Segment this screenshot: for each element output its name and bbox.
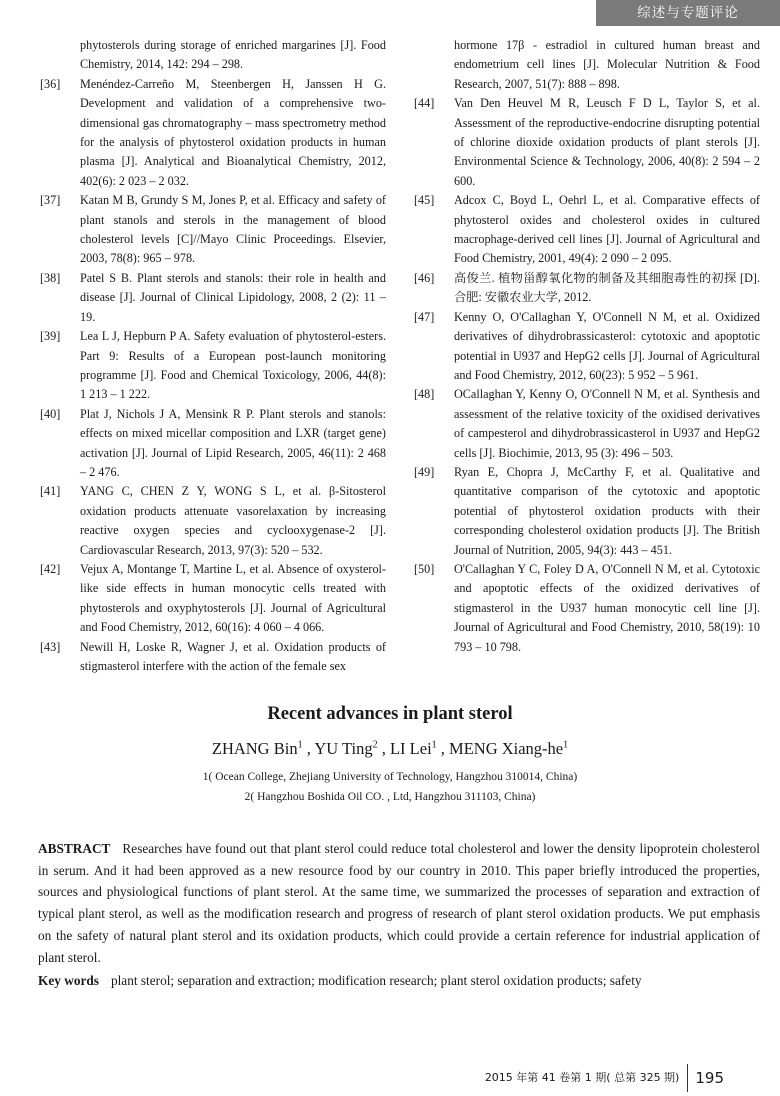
issue-info: 2015 年第 41 卷第 1 期( 总第 325 期) [484, 1071, 680, 1084]
reference-item [414, 191, 760, 269]
reference-column-left [40, 36, 386, 676]
footer-divider [687, 1064, 688, 1092]
affiliation-2: 2( Hangzhou Boshida Oil CO. , Ltd, Hangzhou 311103, China) [244, 791, 536, 803]
reference-text: O'Callaghan Y C, Foley D A, O'Connell N M, et al. Cytotoxic and apoptotic effects of the oxidized derivatives of stigmasterol in the U937 human monocytic cell line [J]. Journal of Agricultural and Food Chemistry, 2010, 58(19): 10 793 – 10 798. [454, 561, 760, 654]
reference-number: [36] [40, 76, 61, 91]
page-number: 195 [695, 1069, 724, 1087]
reference-item [40, 560, 386, 638]
reference-text: Kenny O, O'Callaghan Y, O'Connell N M, et al. Oxidized derivatives of dihydrobrassicasterol: cytotoxic and apoptotic potential in U937 and HepG2 cells [J]. Journal of Agricultural and Food Chemistry, 2012, 60(23): 5 952 – 5 961. [454, 309, 760, 382]
keywords-label: Key words [38, 973, 99, 989]
reference-item [414, 463, 760, 560]
reference-number: [41] [40, 484, 61, 499]
reference-text: YANG C, CHEN Z Y, WONG S L, et al. β-Sitosterol oxidation products attenuate vasorelaxation by increasing reactive oxygen species and cyclooxygenase-2 [J]. Cardiovascular Research, 2013, 97(3): 520 – 532. [80, 484, 386, 557]
section-tag: 综述与专题评论 [596, 0, 780, 26]
reference-number: [49] [414, 464, 435, 479]
reference-number: [43] [40, 639, 61, 654]
author-affiliation-mark: 2 [372, 739, 378, 751]
reference-item [414, 36, 760, 94]
reference-number: [44] [414, 96, 435, 111]
reference-text: 高俊兰. 植物甾醇氧化物的制备及其细胞毒性的初探 [D]. 合肥: 安徽农业大学, 2012. [454, 270, 760, 305]
abstract-paragraph [38, 838, 760, 968]
reference-list [40, 36, 760, 676]
abstract-block [38, 838, 760, 992]
reference-number: [46] [414, 270, 435, 285]
reference-item [40, 269, 386, 327]
reference-number: [39] [40, 329, 61, 344]
reference-item [40, 482, 386, 560]
author-name: LI Lei [389, 739, 432, 758]
reference-item [40, 327, 386, 405]
affiliations [0, 767, 780, 807]
reference-text: Katan M B, Grundy S M, Jones P, et al. Efficacy and safety of plant stanols and sterols in the management of blood cholesterol levels [C]//Mayo Clinic Proceedings. Elsevier, 2003, 78(8): 965 – 978. [80, 193, 386, 266]
author-name: YU Ting [314, 739, 373, 758]
reference-text: Lea L J, Hepburn P A. Safety evaluation of phytosterol-esters. Part 9: Results of a European post-launch monitoring programme [J]. Food and Chemical Toxicology, 2006, 44(8): 1 213 – 1 222. [80, 329, 386, 402]
reference-number: [47] [414, 309, 435, 324]
reference-number: [38] [40, 270, 61, 285]
reference-number: [37] [40, 193, 61, 208]
reference-text: Adcox C, Boyd L, Oehrl L, et al. Comparative effects of phytosterol oxides and cholesterol oxides in cultured macrophage-derived cell lines [J]. Journal of Agricultural and Food Chemistry, 2001, 49(4): 2 090 – 2 095. [454, 193, 760, 266]
reference-number: [40] [40, 406, 61, 421]
reference-item [414, 269, 760, 308]
abstract-text: Researches have found out that plant sterol could reduce total cholesterol and lower the density lipoprotein cholesterol in serum. And it had been approved as a new resource food by our country in 2010. This paper briefly introduced the properties, sources and physiological functions of plant sterol. At the same time, we summarized the processes of separation and extraction of typical plant sterol, as well as the modification research and progress of research of plant sterol oxidation products. We put emphasis on the safety of natural plant sterol and its oxidation products, which could provide a certain reference for industrial application of plant sterol. [38, 841, 760, 965]
author-affiliation-mark: 1 [431, 739, 437, 751]
reference-text: Newill H, Loske R, Wagner J, et al. Oxidation products of stigmasterol interfere with the action of the female sex [80, 639, 386, 673]
author [390, 739, 437, 758]
author-name: ZHANG Bin [211, 739, 298, 758]
reference-text: Vejux A, Montange T, Martine L, et al. Absence of oxysterol-like side effects in human monocytic cells treated with phytosterols and oxyphytosterols [J]. Journal of Agricultural and Food Chemistry, 2012, 60(16): 4 060 – 4 066. [80, 561, 386, 635]
reference-text: phytosterols during storage of enriched margarines [J]. Food Chemistry, 2014, 142: 294 – 298. [80, 38, 386, 72]
reference-item [40, 36, 386, 75]
keywords-paragraph [38, 970, 760, 992]
reference-number: [42] [40, 561, 61, 576]
reference-item [414, 94, 760, 191]
reference-number: [48] [414, 387, 435, 402]
reference-item [414, 308, 760, 386]
reference-text: Van Den Heuvel M R, Leusch F D L, Taylor S, et al. Assessment of the reproductive-endocrine disrupting potential of chlorine dioxide oxidation products of plant sterols [J]. Environmental Science & Technology, 2006, 40(8): 2 594 – 2 600. [454, 96, 760, 188]
reference-text: Menéndez-Carreño M, Steenbergen H, Janssen H G. Development and validation of a comprehensive two-dimensional gas chromatography – mass spectrometry method for the analysis of phytosterol oxidation products in human plasma [J]. Analytical and Bioanalytical Chemistry, 2012, 402(6): 2 023 – 2 032. [80, 76, 386, 188]
affiliation-1: 1( Ocean College, Zhejiang University of Technology, Hangzhou 310014, China) [202, 771, 578, 783]
reference-number: [50] [414, 561, 435, 576]
author [449, 739, 568, 758]
author-name: MENG Xiang-he [449, 739, 564, 758]
reference-item [40, 638, 386, 677]
reference-number: [45] [414, 193, 435, 208]
author-affiliation-mark: 1 [563, 739, 569, 751]
reference-text: Patel S B. Plant sterols and stanols: their role in health and disease [J]. Journal of Clinical Lipidology, 2008, 2 (2): 11 – 19. [80, 270, 386, 324]
reference-item [414, 385, 760, 463]
keywords-text: plant sterol; separation and extraction; modification research; plant sterol oxidation products; safety [110, 973, 642, 989]
author [212, 739, 303, 758]
paper-title: Recent advances in plant sterol [267, 704, 513, 724]
reference-item [40, 75, 386, 191]
author-line: ZHANG Bin$^1$ , YU Ting$^2$ , LI Lei$^1$ , MENG Xiang-$he^1$ [211, 739, 569, 758]
reference-column-right [414, 36, 760, 676]
reference-text: OCallaghan Y, Kenny O, O'Connell N M, et al. Synthesis and assessment of the relative toxicity of the oxidised derivatives of campesterol and dihydrobrassicasterol in U937 and HepG2 cells [J]. Biochimie, 2013, 95 (3): 496 – 503. [454, 387, 760, 460]
page-footer [485, 1064, 724, 1092]
reference-text: Ryan E, Chopra J, McCarthy F, et al. Qualitative and quantitative comparison of the cytotoxic and apoptotic potential of phytosterol oxidation products with their corresponding cholesterol oxidation products [J]. The British Journal of Nutrition, 2005, 94(3): 443 – 451. [454, 464, 760, 557]
reference-item [40, 191, 386, 269]
reference-item [40, 405, 386, 483]
english-abstract-header [0, 704, 780, 807]
author-affiliation-mark: 1 [297, 739, 303, 751]
reference-item [414, 560, 760, 657]
author [314, 739, 377, 758]
abstract-label: ABSTRACT [38, 841, 111, 856]
reference-text: Plat J, Nichols J A, Mensink R P. Plant sterols and stanols: effects on mixed micellar composition and LXR (target gene) activation [J]. Journal of Lipid Research, 2005, 46(11): 2 468 – 2 476. [80, 406, 386, 479]
reference-text: hormone 17β - estradiol in cultured human breast and endometrium cell lines [J]. Molecular Nutrition & Food Research, 2007, 51(7): 888 – 898. [454, 38, 760, 91]
